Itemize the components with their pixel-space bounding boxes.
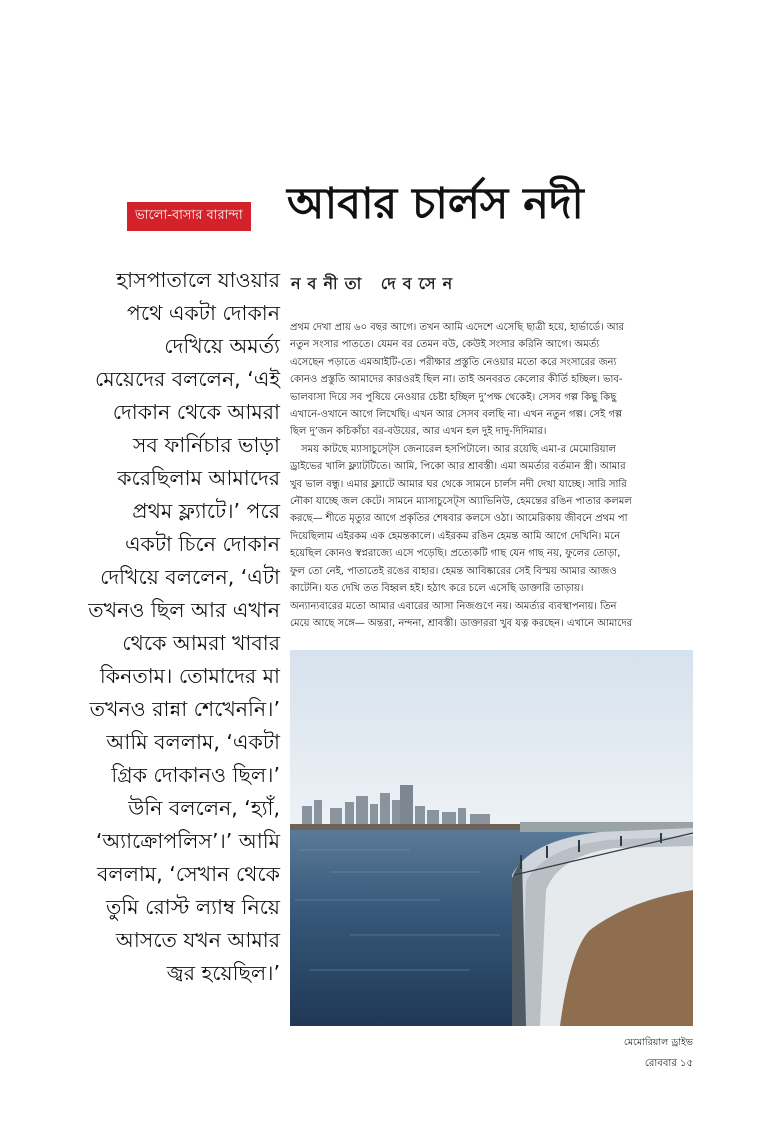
body-line: করছে— শীতে মৃত্যুর আগে প্রকৃতির শেষবার কলসে ওঠা। আমেরিকায় জীবনে প্রথম পা bbox=[290, 513, 628, 525]
pull-quote-line: দেখিয়ে বললেন, ‘এটা bbox=[100, 565, 280, 589]
author-byline: নবনীতা দেবসেন bbox=[291, 274, 460, 293]
pull-quote-line: ‘অ্যাক্রোপলিস’।’ আমি bbox=[95, 829, 280, 853]
body-line: নৌকা যাচ্ছে জল কেটে। সামনে ম্যাসাচুসেট্স অ্যাভিনিউ, হেমন্তের রঙিন পাতার কলমল bbox=[290, 496, 632, 508]
body-line: এখানে-ওখানে আগে লিখেছি। এখন আর সেসব বলছি না। এখন নতুন গল্প। সেই গল্প bbox=[290, 409, 623, 421]
pull-quote-line: প্রথম ফ্ল্যাটে।’ পরে bbox=[132, 499, 280, 523]
pull-quote-line: সব ফার্নিচার ভাড়া bbox=[132, 433, 280, 457]
pull-quote-line: দোকান থেকে আমরা bbox=[112, 400, 280, 424]
pull-quote-line: তখনও রান্না শেখেননি।’ bbox=[89, 697, 280, 721]
pull-quote-line: তখনও ছিল আর এখান bbox=[88, 598, 280, 622]
body-line: ফুল তো নেই, পাতাতেই রঙের বাহার। হেমন্ত আবিষ্কারের সেই বিস্ময় আমার আজও bbox=[290, 565, 617, 577]
body-line: খুব ভাল বন্ধু। এমার ফ্ল্যাটে আমার ঘর থেকে সামনে চার্লস নদী দেখা যাচ্ছে। সারি সারি bbox=[290, 478, 627, 490]
body-line: সময় কাটছে ম্যাসাচুসেট্স জেনারেল হসপিটালে। আর রয়েছি এমা-র মেমোরিয়াল bbox=[301, 443, 616, 455]
body-line: অন্যান্যবারের মতো আমার এবারের আসা নিজগুণে নয়। অমর্ত্যর ব্যবস্থাপনায়। তিন bbox=[290, 600, 617, 612]
river-photo bbox=[290, 650, 693, 1026]
body-line: দিয়েছিলাম এইরকম এক হেমন্তকালে। এইরকম রঙিন হেমন্ত আমি আগে দেখিনি। মনে bbox=[290, 530, 621, 542]
pull-quote-line: আসতে যখন আমার bbox=[115, 928, 280, 952]
pull-quote-line: জ্বর হয়েছিল।’ bbox=[166, 961, 280, 985]
body-line: প্রথম দেখা প্রায় ৬০ বছর আগে। তখন আমি এদেশে এসেছি ছাত্রী হয়ে, হার্ভার্ডে। আর bbox=[290, 322, 625, 333]
article-body bbox=[290, 319, 694, 632]
pull-quote-line: হাসপাতালে যাওয়ার bbox=[116, 268, 280, 292]
pull-quote-line: একটা চিনে দোকান bbox=[124, 532, 280, 556]
page-folio: রোববার ১৫ bbox=[644, 1058, 693, 1069]
section-tag: ভালো-বাসার বারান্দা bbox=[127, 202, 251, 231]
pull-quote-line: করেছিলাম আমাদের bbox=[117, 466, 280, 490]
pull-quote-line: উনি বললেন, ‘হ্যাঁ, bbox=[128, 796, 280, 820]
pull-quote-line: কিনতাম। তোমাদের মা bbox=[99, 664, 280, 688]
body-line: নতুন সংসার পাততে। যেমন বর তেমন বউ, কেউই সংসার করিনি আগে। অমর্ত্য bbox=[290, 339, 600, 351]
body-line: এসেছেন পড়াতে এমআইটি-তে। পরীক্ষার প্রস্তুতি নেওয়ার মতো করে সংসারের জন্য bbox=[290, 356, 617, 368]
body-line: হয়েছিল কোনও স্বপ্নরাজ্যে এসে পড়েছি। প্রত্যেকটি গাছ যেন গাছ নয়, ফুলের তোড়া, bbox=[290, 548, 621, 560]
pull-quote bbox=[70, 264, 280, 990]
body-line: কাটেনি। যত দেখি তত বিহ্বল হই। হঠাৎ করে চলে এসেছি ডাক্তারি তাড়ায়। bbox=[290, 583, 584, 595]
pull-quote-line: বললাম, ‘সেখান থেকে bbox=[96, 862, 280, 886]
body-line: ভালবাসা দিয়ে সব পুষিয়ে নেওয়ার চেষ্টা হচ্ছিল দু’পক্ষ থেকেই। সেসব গল্প কিছু কিছু bbox=[290, 391, 617, 403]
article-title: আবার চার্লস নদী bbox=[287, 179, 584, 229]
pull-quote-line: পথে একটা দোকান bbox=[126, 301, 280, 325]
pull-quote-line: দেখিয়ে অমর্ত্য bbox=[164, 334, 280, 358]
body-line: ছিল দু’জন কচিকাঁচা বর-বউয়ের, আর এখন হল দুই দাদু-দিদিমার। bbox=[290, 426, 547, 438]
pull-quote-line: থেকে আমরা খাবার bbox=[122, 631, 280, 655]
body-line: ড্রাইভের খালি ফ্ল্যাটটিতে। আমি, পিকো আর শ্রাবস্তী। এমা অমর্ত্যর বর্তমান স্ত্রী। আমার bbox=[290, 461, 626, 473]
pull-quote-line: মেয়েদের বললেন, ‘এই bbox=[94, 367, 280, 391]
body-line: কোনও প্রস্তুতি আমাদের কারওরই ছিল না। তাই অনবরত কেলোর কীর্তি হচ্ছিল। ভাব- bbox=[290, 374, 623, 386]
photo-caption: মেমোরিয়াল ড্রাইভ bbox=[623, 1037, 693, 1048]
pull-quote-line: তুমি রোস্ট ল্যাম্ব নিয়ে bbox=[106, 895, 280, 919]
body-line: মেয়ে আছে সঙ্গে— অন্তরা, নন্দনা, শ্রাবস্তী। ডাক্তাররা খুব যত্ন করছেন। এখানে আমাদের bbox=[290, 617, 633, 629]
pull-quote-line: গ্রিক দোকানও ছিল।’ bbox=[111, 763, 280, 787]
pull-quote-line: আমি বললাম, ‘একটা bbox=[106, 730, 280, 754]
